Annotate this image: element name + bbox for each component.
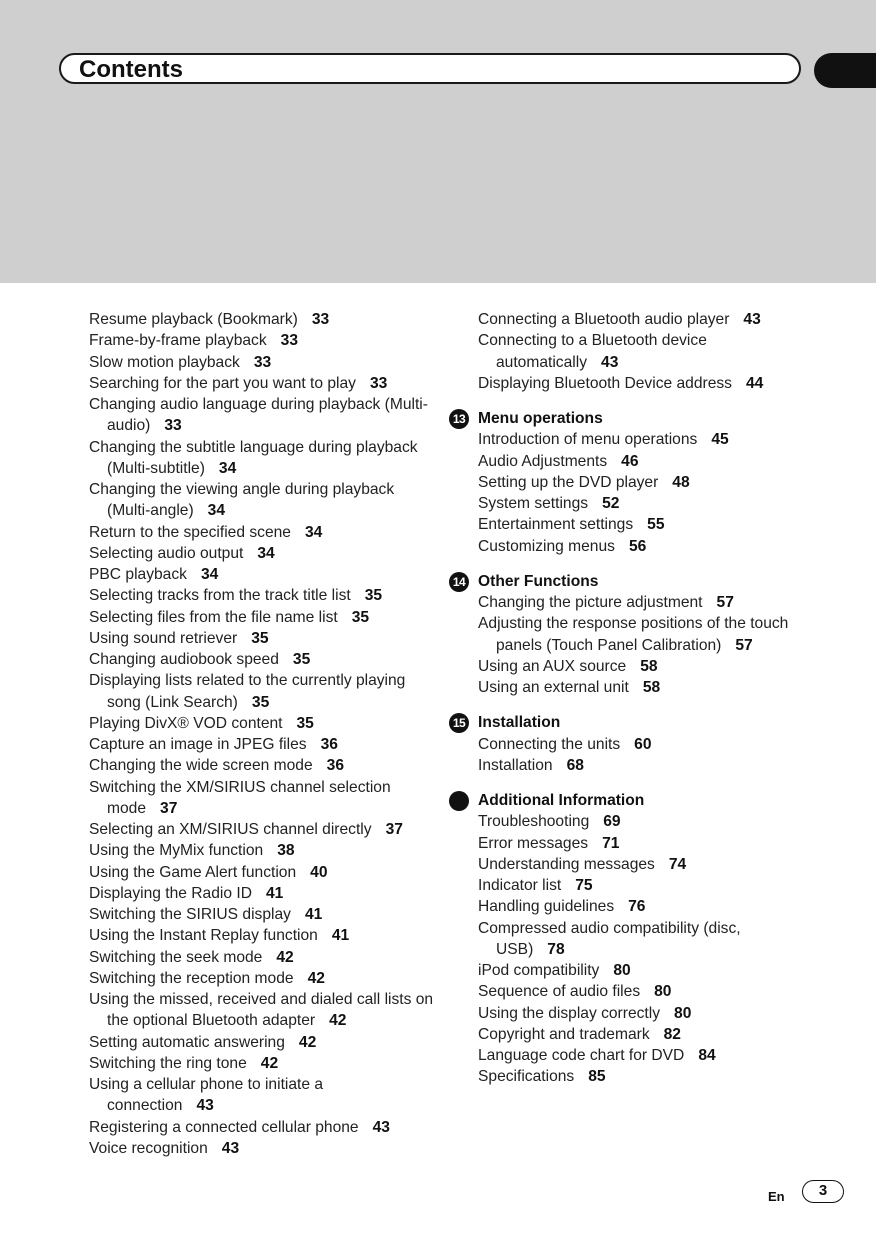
toc-entry-text: Entertainment settings bbox=[478, 516, 634, 534]
toc-entry-text: Indicator list bbox=[478, 877, 562, 894]
toc-entry[interactable] bbox=[89, 564, 434, 585]
toc-entry[interactable] bbox=[478, 960, 808, 981]
toc-page-number: 84 bbox=[698, 1047, 716, 1064]
toc-entry[interactable] bbox=[89, 883, 434, 904]
chapter-number-icon bbox=[449, 791, 469, 811]
toc-page-number: 52 bbox=[602, 495, 620, 512]
toc-page-number: 46 bbox=[621, 452, 639, 470]
toc-entry[interactable] bbox=[478, 472, 808, 493]
toc-entry[interactable] bbox=[89, 947, 434, 968]
toc-page-number: 36 bbox=[320, 736, 338, 753]
toc-entry[interactable] bbox=[478, 875, 808, 896]
toc-page-number: 71 bbox=[602, 834, 620, 852]
toc-entry[interactable] bbox=[89, 309, 434, 330]
toc-entry-text: Displaying the Radio ID bbox=[89, 884, 252, 902]
toc-page-number: 55 bbox=[647, 516, 665, 534]
toc-entry[interactable] bbox=[478, 536, 808, 557]
title-pill bbox=[59, 53, 801, 84]
toc-entry[interactable] bbox=[89, 628, 434, 649]
toc-page-number: 34 bbox=[207, 502, 226, 520]
toc-entry-text: Selecting an XM/SIRIUS channel directly bbox=[89, 821, 372, 838]
toc-page-number: 58 bbox=[642, 679, 661, 696]
toc-entry[interactable] bbox=[478, 429, 808, 450]
toc-page-number: 43 bbox=[372, 1118, 390, 1136]
toc-entry-text: Changing the wide screen mode bbox=[89, 757, 313, 775]
toc-entry[interactable] bbox=[89, 925, 434, 946]
toc-entry-text: Introduction of menu operations bbox=[478, 431, 698, 449]
toc-page-number: 80 bbox=[674, 1004, 692, 1022]
toc-entry-text: Customizing menus bbox=[478, 537, 615, 555]
toc-entry[interactable] bbox=[89, 989, 434, 1032]
toc-entry-text: Using sound retriever bbox=[89, 629, 238, 647]
toc-entry-text: Using the Instant Replay function bbox=[89, 927, 318, 945]
toc-entry-text: Searching for the part you want to play bbox=[89, 374, 356, 392]
toc-page-number: 42 bbox=[260, 1054, 279, 1072]
toc-entry-text: iPod compatibility bbox=[478, 962, 600, 979]
section-title: Other Functions bbox=[478, 572, 599, 590]
toc-page-number: 36 bbox=[326, 757, 345, 775]
toc-entry[interactable] bbox=[478, 1066, 808, 1087]
toc-page-number: 34 bbox=[218, 459, 237, 477]
chapter-tab-marker bbox=[814, 53, 876, 88]
toc-page-number: 33 bbox=[369, 374, 388, 392]
toc-entry[interactable] bbox=[89, 585, 434, 606]
toc-entry-text: Switching the SIRIUS display bbox=[89, 906, 291, 923]
section-title: Additional Information bbox=[478, 792, 645, 809]
toc-page-number: 43 bbox=[601, 353, 619, 371]
toc-entry-text: Using the MyMix function bbox=[89, 842, 264, 860]
section-heading[interactable] bbox=[452, 571, 808, 592]
toc-entry[interactable] bbox=[89, 819, 434, 840]
toc-entry-text: Using an AUX source bbox=[478, 657, 627, 675]
toc-page-number: 56 bbox=[628, 537, 647, 555]
toc-entry[interactable] bbox=[478, 493, 808, 514]
toc-entry-text: Error messages bbox=[478, 834, 589, 852]
toc-page-number: 42 bbox=[329, 1012, 347, 1030]
toc-entry-text: Changing the viewing angle during playback (Multi-angle) bbox=[89, 481, 395, 520]
toc-section bbox=[478, 790, 808, 1088]
toc-entry[interactable] bbox=[478, 330, 808, 373]
toc-entry[interactable] bbox=[89, 1032, 434, 1053]
toc-entry-text: Displaying Bluetooth Device address bbox=[478, 374, 732, 392]
toc-entry-text: Changing the subtitle language during playback (Multi-subtitle) bbox=[89, 438, 418, 477]
toc-entry[interactable] bbox=[478, 677, 808, 698]
toc-entry[interactable] bbox=[478, 656, 808, 677]
toc-page-number: 48 bbox=[672, 473, 690, 491]
toc-entry-text: Capture an image in JPEG files bbox=[89, 736, 307, 753]
toc-page-number: 41 bbox=[304, 906, 323, 923]
toc-page-number: 34 bbox=[257, 544, 275, 562]
toc-entry[interactable] bbox=[478, 918, 808, 961]
toc-entry[interactable] bbox=[89, 968, 434, 989]
toc-page-number: 33 bbox=[311, 311, 330, 328]
toc-entry[interactable] bbox=[478, 1045, 808, 1066]
toc-page-number: 34 bbox=[304, 523, 323, 541]
chapter-number-icon: 15 bbox=[449, 713, 469, 733]
toc-page-number: 42 bbox=[307, 969, 325, 987]
toc-page-number: 33 bbox=[280, 332, 299, 350]
toc-entry[interactable] bbox=[89, 352, 434, 373]
toc-page-number: 68 bbox=[566, 756, 584, 774]
toc-entry-text: Voice recognition bbox=[89, 1139, 208, 1157]
chapter-number-icon: 14 bbox=[449, 572, 469, 592]
toc-entry-text: Using the missed, received and dialed call lists on the optional Bluetooth adapter bbox=[89, 991, 434, 1030]
language-label: En bbox=[768, 1189, 785, 1204]
toc-entry-text: Selecting files from the file name list bbox=[89, 608, 338, 626]
page-title: Contents bbox=[79, 56, 183, 83]
toc-entry[interactable] bbox=[89, 373, 434, 394]
toc-page-number: 57 bbox=[716, 594, 734, 611]
toc-entry-text: Compressed audio compatibility (disc, USB) bbox=[478, 919, 741, 958]
toc-entry[interactable] bbox=[89, 649, 434, 670]
section-heading[interactable] bbox=[478, 790, 808, 811]
toc-entry-text: Connecting to a Bluetooth device automatically bbox=[478, 332, 707, 371]
right-column bbox=[452, 309, 808, 1088]
toc-entry[interactable] bbox=[478, 451, 808, 472]
toc-entry[interactable] bbox=[89, 713, 434, 734]
section-title: Menu operations bbox=[478, 410, 603, 427]
toc-page-number: 69 bbox=[603, 813, 621, 831]
toc-entry-text: Using the Game Alert function bbox=[89, 863, 297, 881]
toc-section bbox=[452, 571, 808, 699]
toc-entry-text: Understanding messages bbox=[478, 855, 655, 873]
section-title: Installation bbox=[478, 714, 561, 732]
toc-page-number: 42 bbox=[298, 1033, 317, 1051]
toc-entry[interactable] bbox=[89, 670, 434, 713]
toc-entry[interactable] bbox=[89, 437, 434, 480]
toc-page-number: 33 bbox=[253, 353, 272, 371]
toc-page-number: 38 bbox=[277, 842, 295, 860]
toc-entry[interactable] bbox=[478, 896, 808, 917]
header-band bbox=[0, 0, 876, 283]
toc-page-number: 37 bbox=[160, 799, 178, 817]
toc-entry[interactable] bbox=[478, 854, 808, 875]
toc-entry-text: Changing audio language during playback (Multi-audio) bbox=[89, 396, 428, 435]
toc-entry[interactable] bbox=[478, 309, 808, 330]
left-column bbox=[89, 309, 434, 1159]
toc-page-number: 37 bbox=[385, 821, 403, 838]
toc-page-number: 45 bbox=[711, 431, 729, 449]
toc-entry-text: Frame-by-frame playback bbox=[89, 332, 267, 350]
toc-entry[interactable] bbox=[478, 373, 808, 394]
toc-page-number: 41 bbox=[331, 927, 350, 945]
toc-entry[interactable] bbox=[89, 755, 434, 776]
toc-page-number: 35 bbox=[292, 651, 311, 668]
toc-page-number: 35 bbox=[296, 714, 314, 732]
toc-page-number: 78 bbox=[547, 940, 565, 958]
toc-page-number: 74 bbox=[668, 855, 687, 873]
toc-page-number: 57 bbox=[735, 636, 753, 654]
toc-page-number: 76 bbox=[628, 898, 646, 916]
toc-entry-text: Return to the specified scene bbox=[89, 523, 291, 541]
toc-entry-text: Selecting tracks from the track title list bbox=[89, 587, 351, 605]
toc-page-number: 75 bbox=[575, 877, 593, 894]
toc-page-number: 60 bbox=[634, 735, 652, 753]
toc-entry-text: Switching the XM/SIRIUS channel selection mode bbox=[89, 778, 391, 817]
toc-page-number: 41 bbox=[265, 884, 284, 902]
toc-entry-text: Specifications bbox=[478, 1068, 575, 1086]
toc-entry-text: Displaying lists related to the currently playing song (Link Search) bbox=[89, 672, 406, 711]
toc-entry-text: Connecting a Bluetooth audio player bbox=[478, 311, 730, 328]
toc-entry-text: Changing audiobook speed bbox=[89, 651, 279, 668]
toc-entry-text: Slow motion playback bbox=[89, 353, 240, 371]
toc-page-number: 35 bbox=[251, 693, 270, 711]
section-heading[interactable] bbox=[452, 408, 808, 429]
toc-page-number: 44 bbox=[745, 374, 764, 392]
toc-page-number: 80 bbox=[613, 962, 631, 979]
toc-entry[interactable] bbox=[478, 833, 808, 854]
toc-entry-text: Language code chart for DVD bbox=[478, 1047, 685, 1064]
toc-entry[interactable] bbox=[89, 479, 434, 522]
toc-page-number: 33 bbox=[164, 417, 182, 435]
toc-page-number: 58 bbox=[640, 657, 658, 675]
toc-entry[interactable] bbox=[478, 811, 808, 832]
toc-entry-text: Selecting audio output bbox=[89, 544, 244, 562]
toc-section bbox=[452, 408, 808, 557]
toc-entry-text: Sequence of audio files bbox=[478, 983, 641, 1001]
toc-section bbox=[452, 712, 808, 776]
toc-entry-text: Registering a connected cellular phone bbox=[89, 1118, 359, 1136]
toc-entry-text: Setting up the DVD player bbox=[478, 473, 659, 491]
toc-entry-text: Switching the ring tone bbox=[89, 1054, 247, 1072]
toc-entry[interactable] bbox=[89, 543, 434, 564]
toc-page-number: 80 bbox=[654, 983, 672, 1001]
page-number: 3 bbox=[802, 1180, 844, 1203]
toc-entry[interactable] bbox=[89, 330, 434, 351]
toc-entry[interactable] bbox=[89, 522, 434, 543]
toc-page-number: 35 bbox=[251, 629, 269, 647]
toc-entry[interactable] bbox=[478, 755, 808, 776]
toc-entry-text: Using a cellular phone to initiate a connection bbox=[89, 1076, 324, 1115]
toc-page-number: 40 bbox=[310, 863, 328, 881]
toc-entry-text: Using an external unit bbox=[478, 679, 629, 696]
toc-entry[interactable] bbox=[89, 734, 434, 755]
toc-entry-text: Copyright and trademark bbox=[478, 1025, 650, 1043]
toc-entry-text: Handling guidelines bbox=[478, 898, 615, 916]
toc-entry[interactable] bbox=[478, 1024, 808, 1045]
toc-entry[interactable] bbox=[478, 981, 808, 1002]
toc-entry[interactable] bbox=[478, 734, 808, 755]
bluetooth-entries bbox=[478, 309, 808, 394]
toc-page-number: 43 bbox=[221, 1139, 240, 1157]
toc-entry[interactable] bbox=[89, 1138, 434, 1159]
toc-page-number: 42 bbox=[276, 948, 294, 966]
toc-page-number: 35 bbox=[364, 587, 383, 605]
toc-entry[interactable] bbox=[89, 394, 434, 437]
toc-entry[interactable] bbox=[89, 777, 434, 820]
toc-entry-text: Switching the reception mode bbox=[89, 969, 294, 987]
toc-page-number: 82 bbox=[663, 1025, 681, 1043]
toc-entry-text: Troubleshooting bbox=[478, 813, 590, 831]
toc-entry-text: Audio Adjustments bbox=[478, 452, 608, 470]
toc-entry-text: Connecting the units bbox=[478, 735, 621, 753]
toc-entry-text: Playing DivX® VOD content bbox=[89, 714, 283, 732]
toc-page-number: 43 bbox=[196, 1097, 214, 1115]
toc-entry[interactable] bbox=[478, 1003, 808, 1024]
toc-entry-text: System settings bbox=[478, 495, 589, 512]
toc-entry[interactable] bbox=[89, 1117, 434, 1138]
toc-entry[interactable] bbox=[89, 840, 434, 861]
toc-page-number: 43 bbox=[743, 311, 761, 328]
toc-entry[interactable] bbox=[478, 514, 808, 535]
toc-entry[interactable] bbox=[89, 904, 434, 925]
toc-entry-text: PBC playback bbox=[89, 566, 187, 583]
toc-entry-text: Using the display correctly bbox=[478, 1004, 661, 1022]
chapter-number-icon: 13 bbox=[449, 409, 469, 429]
toc-entry[interactable] bbox=[89, 1074, 434, 1117]
section-heading[interactable] bbox=[452, 712, 808, 733]
toc-page-number: 34 bbox=[200, 566, 219, 583]
toc-entry[interactable] bbox=[478, 613, 808, 656]
toc-entry-text: Resume playback (Bookmark) bbox=[89, 311, 298, 328]
toc-entry-text: Changing the picture adjustment bbox=[478, 594, 703, 611]
toc-entry-text: Setting automatic answering bbox=[89, 1033, 285, 1051]
toc-page-number: 35 bbox=[351, 608, 370, 626]
toc-entry[interactable] bbox=[89, 862, 434, 883]
toc-entry[interactable] bbox=[478, 592, 808, 613]
toc-entry[interactable] bbox=[89, 1053, 434, 1074]
toc-entry-text: Switching the seek mode bbox=[89, 948, 263, 966]
toc-entry[interactable] bbox=[89, 607, 434, 628]
toc-entry-text: Installation bbox=[478, 756, 553, 774]
toc-entry-text: Adjusting the response positions of the touch panels (Touch Panel Calibration) bbox=[478, 615, 789, 654]
toc-page-number: 85 bbox=[588, 1068, 606, 1086]
sections bbox=[452, 408, 808, 1088]
